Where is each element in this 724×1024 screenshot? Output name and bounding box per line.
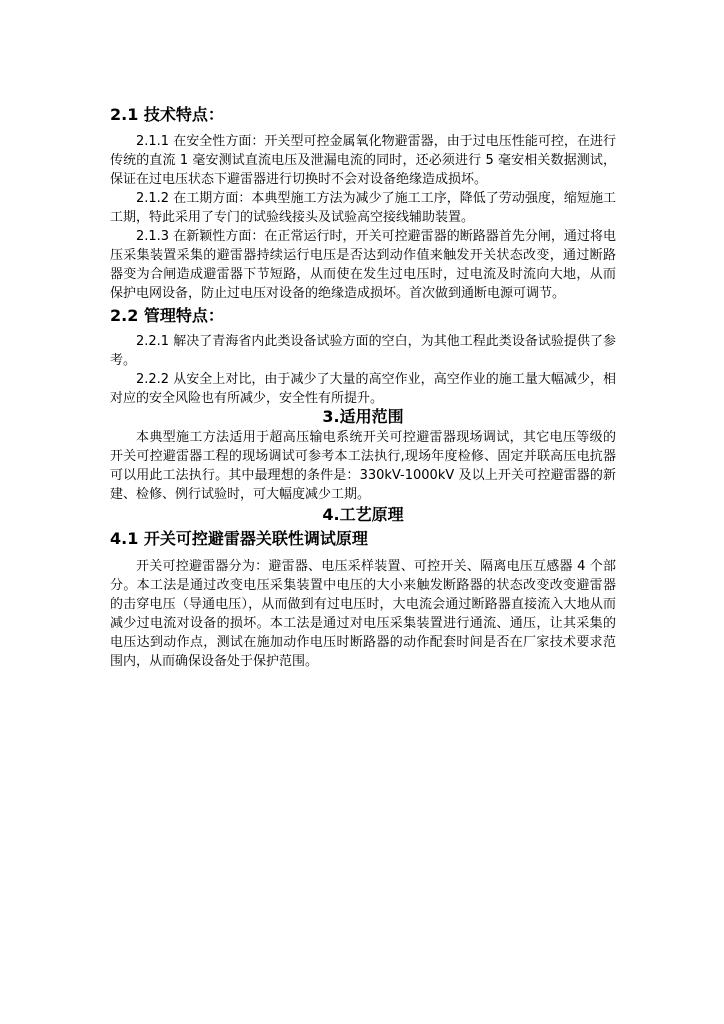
section-heading-4: 4.工艺原理 [322,505,404,524]
paragraph-2-1-2: 2.1.2 在工期方面：本典型施工方法为减少了施工工序，降低了劳动强度，缩短施工工期，特此采用了专门的试验线接头及试验高空接线辅助装置。 [110,191,616,225]
section-heading-3: 3.适用范围 [322,407,404,426]
section-heading-2-2: 2.2 管理特点： [110,306,224,325]
paragraph-2-1-1: 2.1.1 在安全性方面：开关型可控金属氧化物避雷器，由于过电压性能可控，在进行传统的直流 1 毫安测试直流电压及泄漏电流的同时，还必须进行 5 毫安相关数据测试，保证在过电压状态下避雷器进行切换时不会对设备绝缘造成损坏。 [110,134,616,187]
section-heading-4-1: 4.1 开关可控避雷器关联性调试原理 [110,529,368,548]
section-heading-2-1: 2.1 技术特点： [110,105,224,124]
paragraph-2-2-1: 2.2.1 解决了青海省内此类设备试验方面的空白，为其他工程此类设备试验提供了参考。 [110,334,616,368]
paragraph-2-1-3: 2.1.3 在新颖性方面：在正常运行时，开关可控避雷器的断路器首先分闸，通过将电压采集装置采集的避雷器持续运行电压是否达到动作值来触发开关状态改变，通过断路器变为合闸造成避雷器下节短路，从而使在发生过电压时，过电流及时流向大地，从而保护电网设备，防止过电压对设备的绝缘造成损坏。首次做到通断电源可调节。 [110,229,616,301]
paragraph-3: 本典型施工方法适用于超高压输电系统开关可控避雷器现场调试，其它电压等级的开关可控避雷器工程的现场调试可参考本工法执行,现场年度检修、固定并联高压电抗器可以用此工法执行。其中最理想的条件是：330kV-1000kV 及以上开关可控避雷器的新建、检修、例行试验时，可大幅度减少工期。 [110,430,616,502]
paragraph-2-2-2: 2.2.2 从安全上对比，由于减少了大量的高空作业，高空作业的施工量大幅减少，相对应的安全风险也有所减少，安全性有所提升。 [110,372,616,406]
paragraph-4-1: 开关可控避雷器分为：避雷器、电压采样装置、可控开关、隔离电压互感器 4 个部分。本工法是通过改变电压采集装置中电压的大小来触发断路器的状态改变改变避雷器的击穿电压（导通电压），从而做到有过电压时，大电流会通过断路器直接流入大地从而减少过电流对设备的损坏。本工法是通过对电压采集装置进行通流、通压，让其采集的电压达到动作点，测试在施加动作电压时断路器的动作配套时间是否在厂家技术要求范围内，从而确保设备处于保护范围。 [110,559,616,669]
